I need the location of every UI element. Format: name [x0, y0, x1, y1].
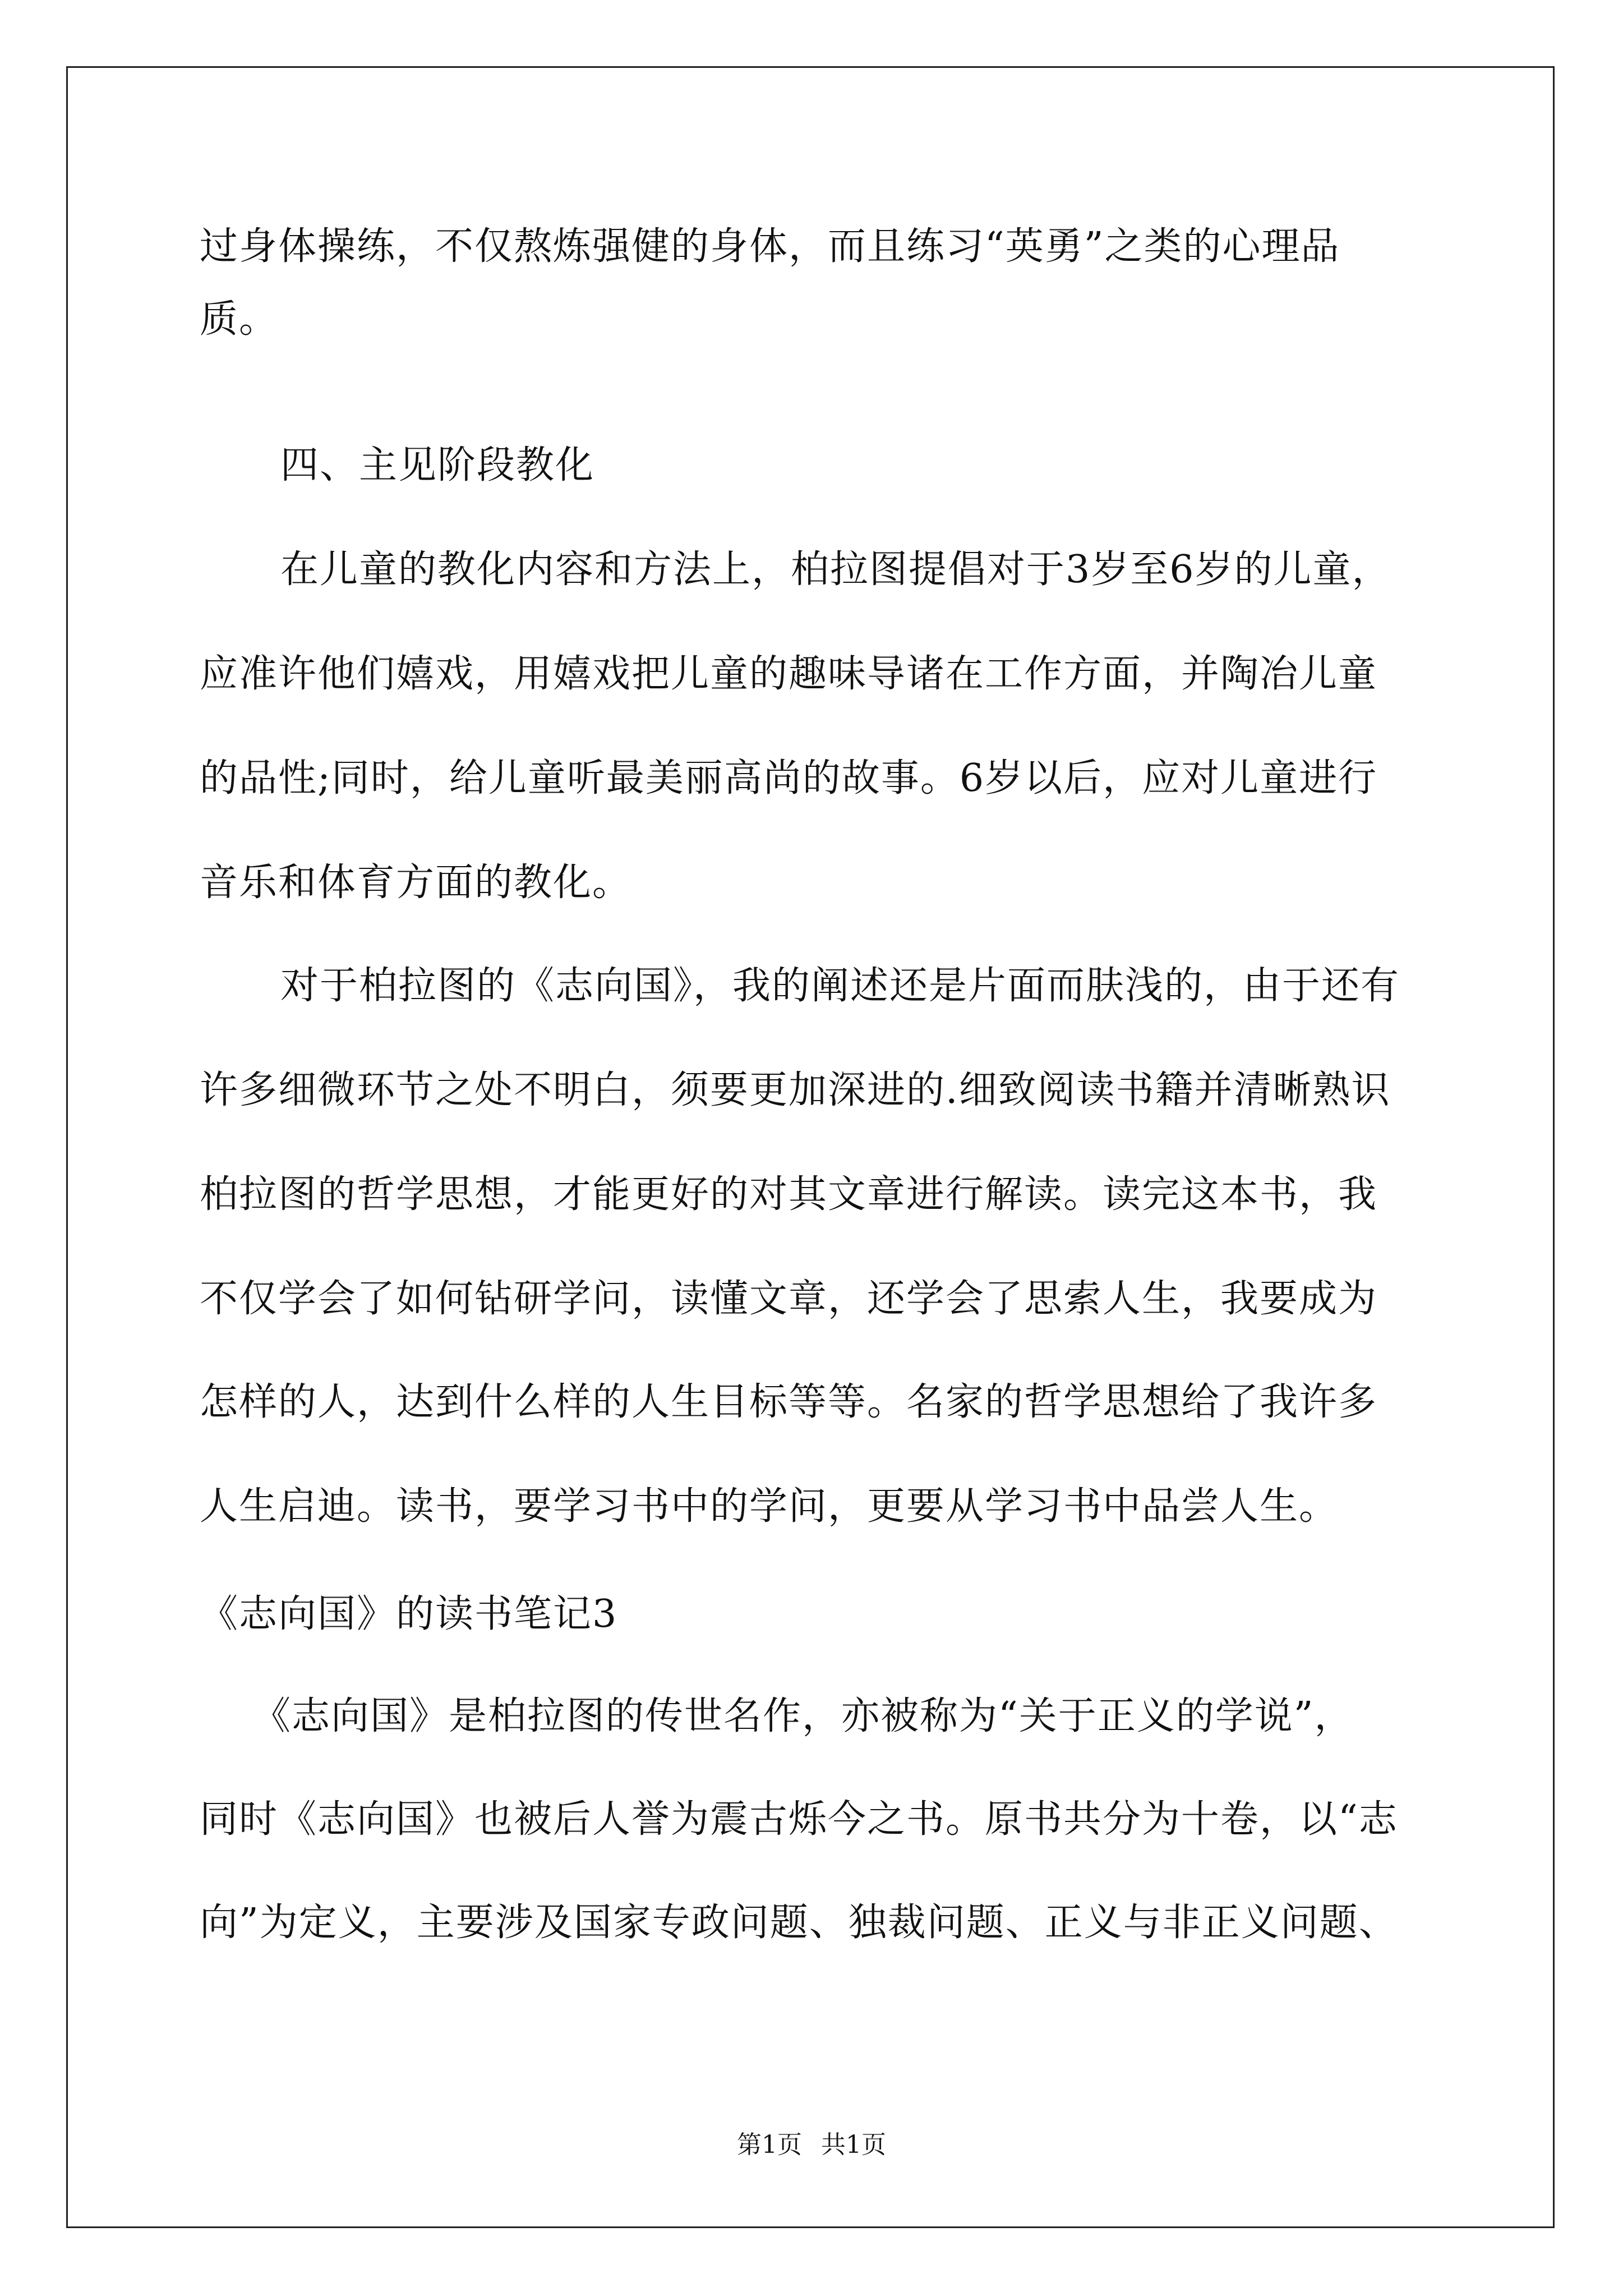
text-line: 应准许他们嬉戏，用嬉戏把儿童的趣味导诸在工作方面，并陶冶儿童	[200, 652, 1378, 696]
text-line: 怎样的人，达到什么样的人生目标等等。名家的哲学思想给了我许多	[200, 1380, 1378, 1424]
section-heading: 四、主见阶段教化	[280, 443, 595, 487]
text-line: 质。	[200, 297, 279, 342]
page-current: 第1页	[737, 2131, 802, 2159]
text-line: 不仅学会了如何钻研学问，读懂文章，还学会了思索人生，我要成为	[200, 1277, 1378, 1321]
page-total: 共1页	[821, 2131, 886, 2159]
text-line: 音乐和体育方面的教化。	[200, 861, 632, 905]
text-line: 的品性;同时，给儿童听最美丽高尚的故事。6岁以后，应对儿童进行	[200, 756, 1378, 800]
page-footer	[0, 2132, 1623, 2159]
text-line: 在儿童的教化内容和方法上，柏拉图提倡对于3岁至6岁的儿童，	[280, 547, 1391, 592]
text-line: 《志向国》是柏拉图的传世名作，亦被称为“关于正义的学说”，	[252, 1694, 1354, 1738]
text-line: 过身体操练，不仅熬炼强健的身体，而且练习“英勇”之类的心理品	[200, 224, 1340, 269]
text-line: 对于柏拉图的《志向国》，我的阐述还是片面而肤浅的，由于还有	[280, 964, 1400, 1008]
text-line: 许多细微环节之处不明白，须要更加深进的.细致阅读书籍并清晰熟识	[200, 1068, 1391, 1112]
text-line: 向”为定义，主要涉及国家专政问题、独裁问题、正义与非正义问题、	[200, 1901, 1398, 1945]
article-title: 《志向国》的读书笔记3	[200, 1592, 618, 1636]
text-line: 同时《志向国》也被后人誉为震古烁今之书。原书共分为十卷，以“志	[200, 1797, 1398, 1842]
text-line: 柏拉图的哲学思想，才能更好的对其文章进行解读。读完这本书，我	[200, 1172, 1378, 1217]
text-line: 人生启迪。读书，要学习书中的学问，更要从学习书中品尝人生。	[200, 1484, 1339, 1529]
